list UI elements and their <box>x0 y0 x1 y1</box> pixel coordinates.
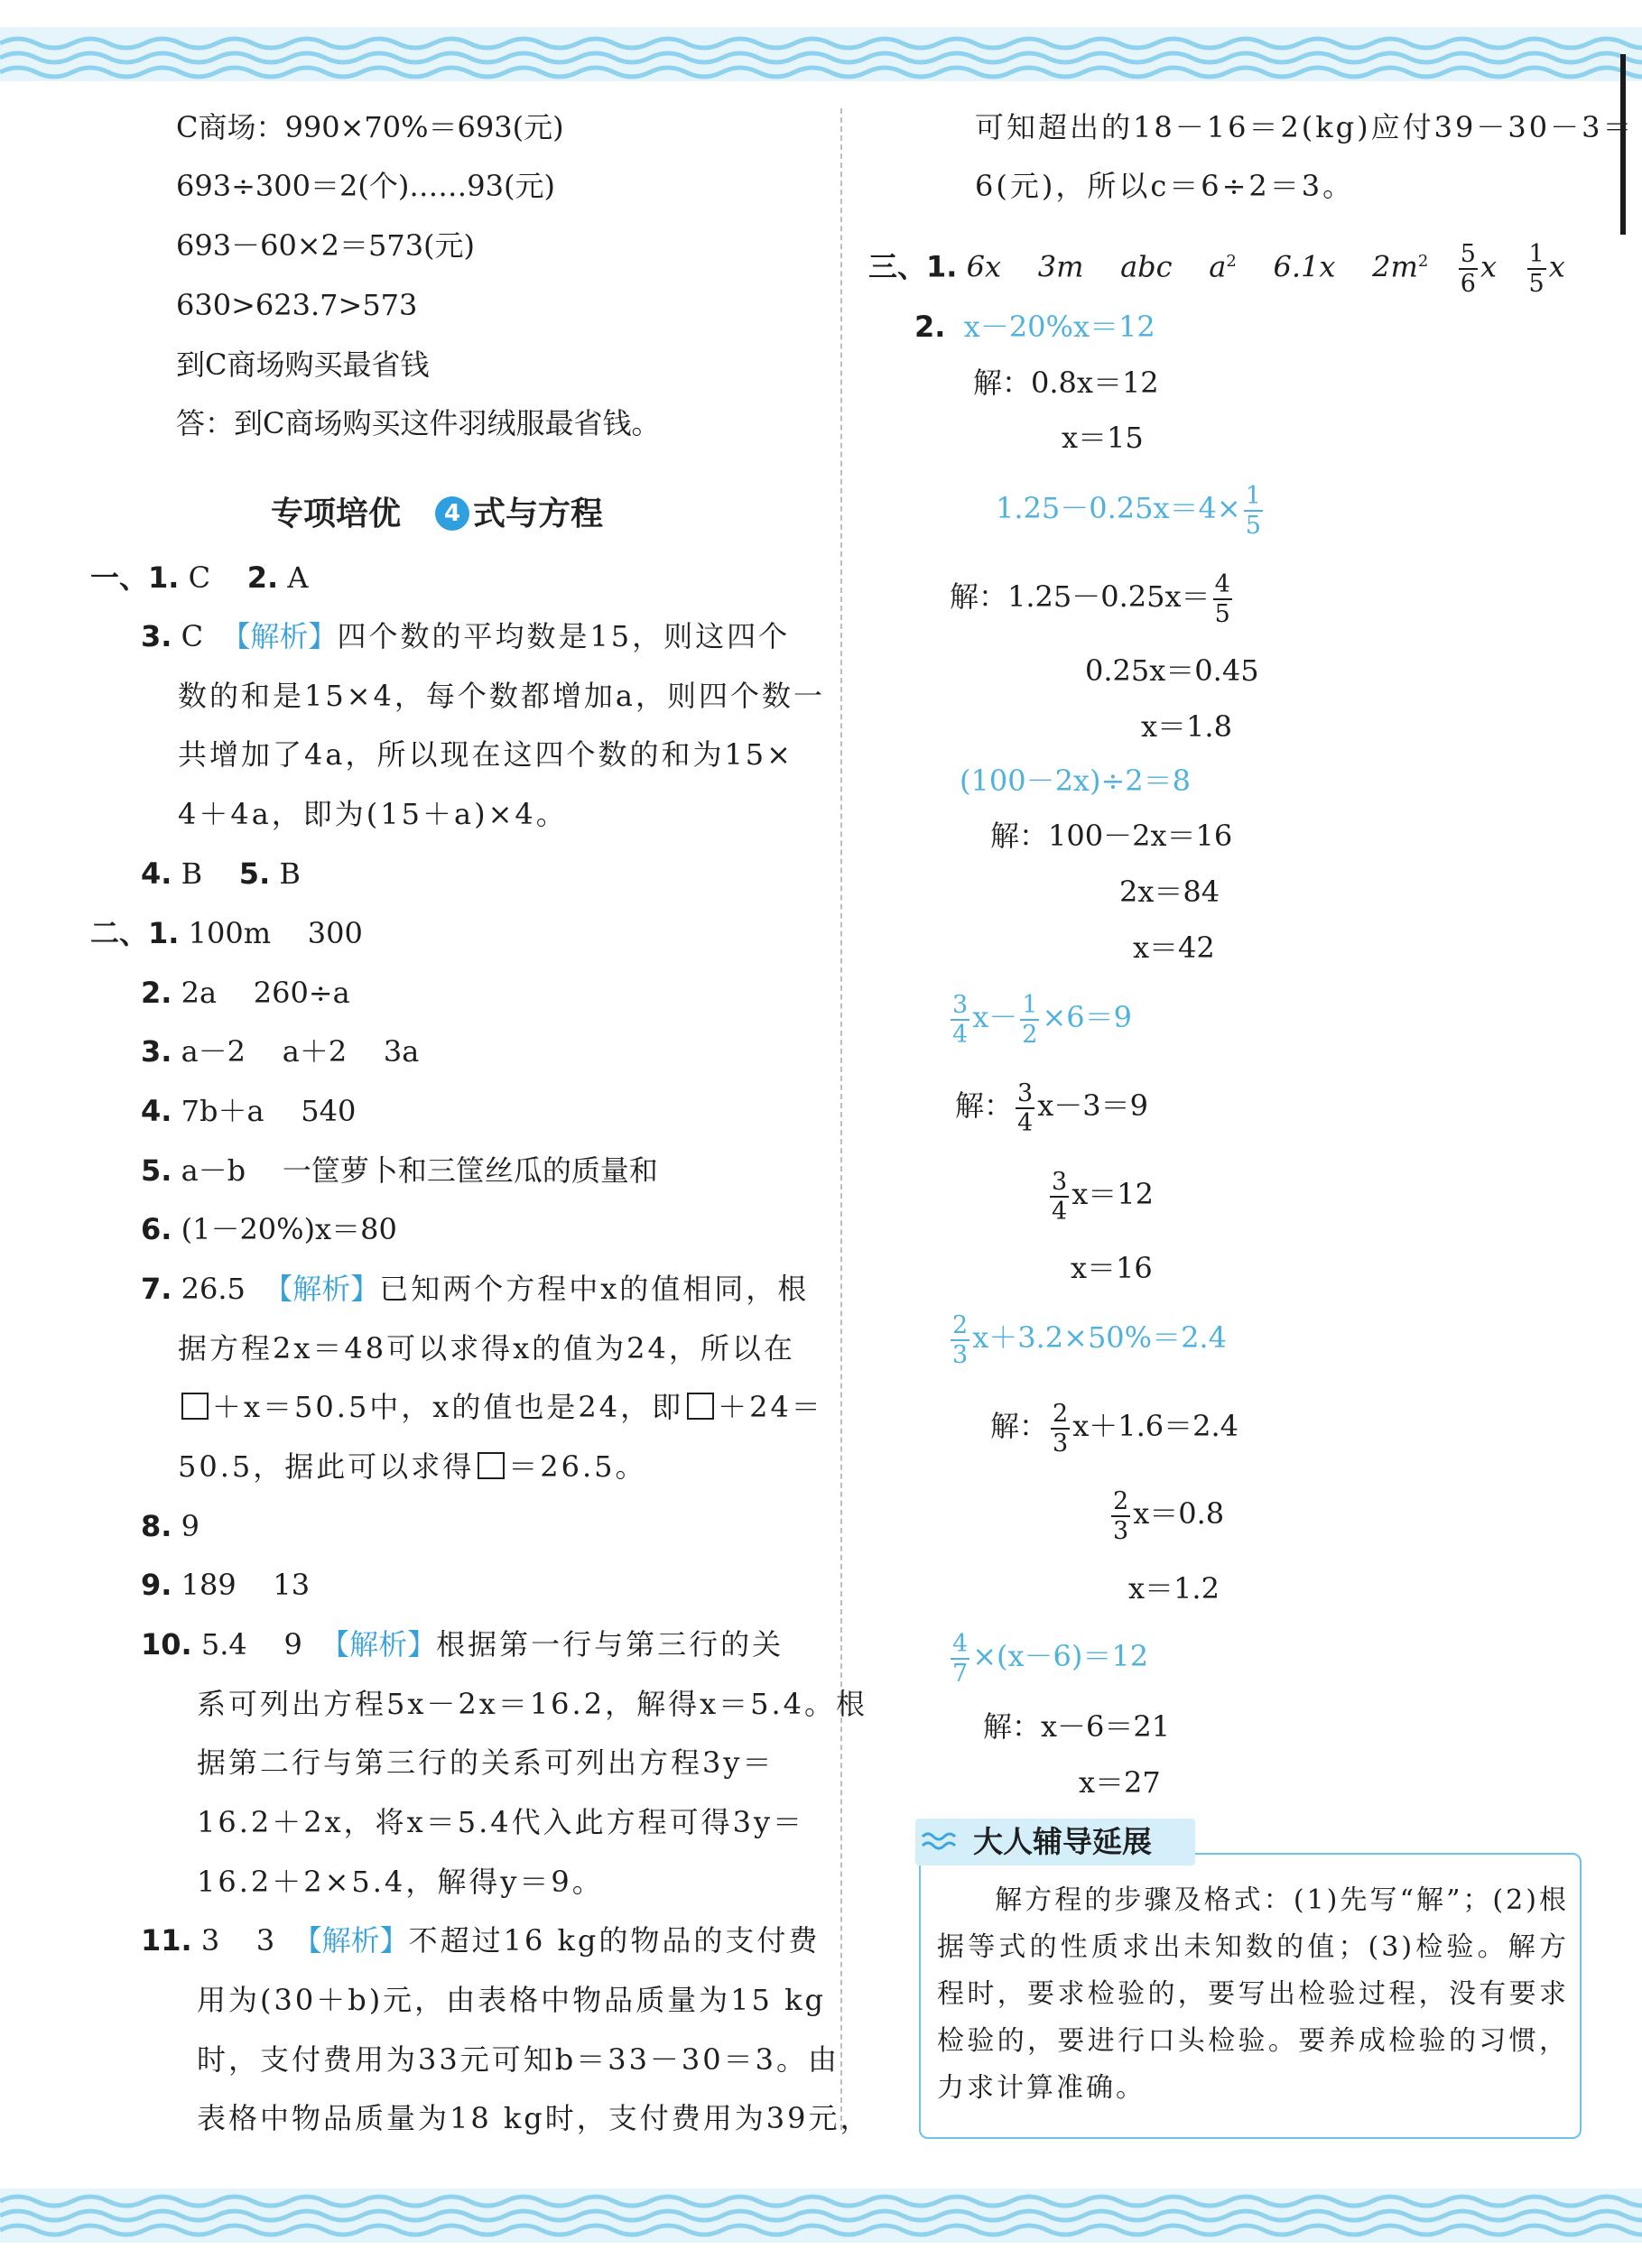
part2-q5-answer-b: 一筐萝卜和三筐丝瓜的质量和 <box>282 1153 658 1188</box>
part2-q7-number: 7. <box>141 1272 172 1306</box>
equation-6-end: ×(x－6)＝12 <box>972 1639 1149 1673</box>
eq2-step-1 <box>950 565 1235 628</box>
part2-label: 二、 <box>90 916 149 950</box>
part2-q10-answer-a: 5.4 <box>200 1627 247 1662</box>
part2-q10-text-1: 根据第一行与第三行的关 <box>436 1627 784 1662</box>
section-title <box>271 487 603 542</box>
part2-q11-text-3: 时，支付费用为33元可知b＝33－30＝3。由 <box>197 2042 840 2077</box>
equation-1: x－20%x＝12 <box>963 310 1155 344</box>
eq4-step-1 <box>955 1074 1148 1137</box>
numerator: 3 <box>952 990 969 1019</box>
part2-q5 <box>141 1153 658 1189</box>
part1-q1-q2 <box>90 560 308 596</box>
fraction-3-4 <box>951 990 969 1049</box>
part2-q8-number: 8. <box>141 1509 172 1543</box>
denominator: 5 <box>1245 511 1261 540</box>
part2-q7-line1 <box>141 1271 809 1307</box>
eq1-step-1: 解：0.8x＝12 <box>973 366 1159 400</box>
column-divider <box>840 108 842 2130</box>
part3-q1-item-4: a <box>1209 249 1227 284</box>
part2-q7-text-3b: ＋24＝ <box>718 1390 823 1424</box>
part1-q4-answer: B <box>181 856 203 891</box>
eq2-step-1-text: 解：1.25－0.25x＝ <box>950 579 1211 614</box>
eq5-step-2 <box>1109 1482 1224 1545</box>
part3-q1-item-6: 2m <box>1372 249 1418 284</box>
extension-text-body: 解方程的步骤及格式：(1)先写“解”；(2)根据等式的性质求出未知数的值；(3)检验。解方程时，要求检验的，要写出检验过程，没有要求检验的，要进行口头检验。要养成检验的习惯，力求计算准确。 <box>937 1884 1569 2104</box>
part2-q1 <box>90 915 363 951</box>
extension-title: 大人辅导延展 <box>973 1824 1152 1859</box>
part3-q1-number: 1. <box>926 249 958 284</box>
part1-q3-text-3: 共增加了4a，所以现在这四个数的和为15× <box>178 737 793 772</box>
numerator: 4 <box>1214 569 1230 598</box>
eq3-step-1: 解：100－2x＝16 <box>990 819 1233 853</box>
part2-q10-answer-b: 9 <box>283 1627 302 1662</box>
numerator: 3 <box>1052 1167 1068 1196</box>
eq4-step-1-end: x－3＝9 <box>1037 1088 1148 1123</box>
fraction-2-3 <box>1051 1399 1070 1458</box>
right-cont-1: 可知超出的18－16＝2(kg)应付39－30－3＝ <box>975 110 1635 144</box>
part2-q7-line3 <box>178 1389 823 1425</box>
eq5-step-2-end: x＝0.8 <box>1133 1496 1225 1531</box>
part2-q9 <box>141 1567 310 1603</box>
analysis-tag: 【解析】 <box>292 1923 409 1958</box>
part2-q9-answer-a: 189 <box>181 1568 237 1602</box>
part2-q11-answer-a: 3 <box>200 1923 220 1958</box>
eq5-step-3: x＝1.2 <box>1128 1571 1220 1606</box>
part2-q10-number: 10. <box>141 1627 192 1662</box>
fraction-5-6 <box>1459 240 1478 299</box>
equation-4-mid: x－ <box>972 1000 1018 1034</box>
part2-q2-answer-b: 260÷a <box>253 976 350 1010</box>
eq3-step-2: 2x＝84 <box>1119 875 1220 909</box>
part1-q5-number: 5. <box>238 856 271 891</box>
superscript-2: 2 <box>1417 252 1429 271</box>
bottom-wave-border <box>0 2189 1642 2243</box>
eq6-step-2: x＝27 <box>1079 1765 1161 1800</box>
equation-5 <box>948 1306 1227 1369</box>
variable-x: x <box>1548 249 1565 284</box>
eq5-step-1-prefix: 解： <box>990 1409 1049 1443</box>
part2-q10-text-2: 系可列出方程5x－2x＝16.2，解得x＝5.4。根 <box>197 1687 868 1721</box>
denominator: 4 <box>1052 1197 1068 1226</box>
denominator: 4 <box>952 1020 969 1049</box>
wave-icon <box>921 1829 962 1856</box>
eq2-step-3: x＝1.8 <box>1141 709 1232 744</box>
eq1-step-2: x＝15 <box>1062 421 1144 455</box>
part2-q2 <box>141 975 350 1011</box>
numerator: 5 <box>1460 240 1476 269</box>
extension-text <box>937 1877 1569 2112</box>
part1-q2-answer: A <box>287 560 309 595</box>
superscript-2: 2 <box>1226 252 1237 271</box>
numerator: 1 <box>1245 481 1261 510</box>
part2-q7-text-4a: 50.5，据此可以求得 <box>178 1449 475 1484</box>
part2-q5-answer-a: a－b <box>181 1153 246 1188</box>
eq4-step-2 <box>1047 1162 1154 1226</box>
part1-q3-answer: C <box>181 619 204 653</box>
fraction-2-3 <box>951 1310 969 1369</box>
numerator: 1 <box>1022 990 1038 1019</box>
numerator: 2 <box>1113 1486 1129 1515</box>
eq6-step-1: 解：x－6＝21 <box>983 1709 1171 1744</box>
part3-q1-item-2: 3m <box>1037 249 1084 284</box>
section-number-badge: 4 <box>435 496 469 531</box>
part2-q7-text-3a: ＋x＝50.5中，x的值也是24，即 <box>212 1390 684 1424</box>
part2-q10-text-5: 16.2＋2×5.4，解得y＝9。 <box>197 1865 604 1899</box>
part2-q6-number: 6. <box>141 1212 172 1246</box>
top-wave-border <box>0 27 1642 81</box>
analysis-tag: 【解析】 <box>320 1627 437 1662</box>
equation-5-end: x＋3.2×50%＝2.4 <box>972 1320 1227 1355</box>
denominator: 5 <box>1528 270 1545 299</box>
part2-q10-text-4: 16.2＋2x，将x＝5.4代入此方程可得3y＝ <box>197 1805 805 1839</box>
eq4-step-3: x＝16 <box>1071 1251 1153 1285</box>
denominator: 2 <box>1022 1020 1038 1049</box>
part3-q2-eq1 <box>914 309 1155 345</box>
part2-q8-answer: 9 <box>181 1509 199 1543</box>
blank-box <box>687 1393 714 1420</box>
part2-q11-number: 11. <box>141 1923 192 1958</box>
equation-4 <box>948 986 1132 1049</box>
blank-box <box>478 1452 505 1479</box>
part2-q10-text-3: 据第二行与第三行的关系可列出方程3y＝ <box>197 1745 775 1780</box>
fraction-2-3 <box>1111 1486 1130 1545</box>
part2-q4-answer-b: 540 <box>301 1094 357 1128</box>
part3-q1-item-1: 6x <box>966 249 1002 284</box>
denominator: 6 <box>1460 270 1476 299</box>
part2-q3-answer-b: a＋2 <box>282 1034 348 1069</box>
analysis-tag: 【解析】 <box>264 1272 380 1306</box>
part2-q6-answer: (1－20%)x＝80 <box>181 1212 397 1246</box>
left-line-4: 630>623.7>573 <box>176 288 418 322</box>
eq4-step-1-prefix: 解： <box>955 1088 1014 1123</box>
numerator: 3 <box>1017 1078 1034 1107</box>
part1-q3-text-4: 4＋4a，即为(15＋a)×4。 <box>178 797 568 831</box>
part2-q6 <box>141 1211 397 1247</box>
fraction-3-4 <box>1016 1078 1034 1137</box>
numerator: 2 <box>1053 1399 1069 1428</box>
numerator: 2 <box>952 1310 969 1339</box>
denominator: 4 <box>1017 1108 1034 1137</box>
part2-q5-number: 5. <box>141 1153 172 1188</box>
part2-q2-number: 2. <box>141 976 172 1010</box>
part2-q7-text-4b: ＝26.5。 <box>508 1449 647 1484</box>
part2-q7-text-2: 据方程2x＝48可以求得x的值为24，所以在 <box>178 1331 795 1365</box>
part1-q2-number: 2. <box>246 560 279 595</box>
part2-q7-text-1: 已知两个方程中x的值相同，根 <box>379 1272 810 1306</box>
variable-x: x <box>1480 249 1498 284</box>
part2-q11-text-2: 用为(30＋b)元，由表格中物品质量为15 kg <box>197 1983 826 2017</box>
right-cont-2: 6(元)，所以c＝6÷2＝3。 <box>975 169 1355 203</box>
part2-q4 <box>141 1093 356 1129</box>
left-line-5: 到C商场购买最省钱 <box>176 347 430 382</box>
fraction-1-5 <box>1244 481 1263 540</box>
fraction-4-5 <box>1213 569 1232 628</box>
part1-q1-answer: C <box>188 560 211 595</box>
denominator: 3 <box>1053 1429 1069 1458</box>
part3-label: 三、 <box>868 249 927 284</box>
left-line-1: C商场：990×70%＝693(元) <box>176 110 564 144</box>
part1-q3-text-1: 四个数的平均数是15，则这四个 <box>337 619 791 653</box>
equation-6 <box>948 1625 1148 1688</box>
equation-3: (100－2x)÷2＝8 <box>960 764 1191 798</box>
section-title-prefix: 专项培优 <box>271 495 402 532</box>
part2-q2-answer-a: 2a <box>181 976 218 1010</box>
part1-q4-number: 4. <box>141 856 172 891</box>
analysis-tag: 【解析】 <box>221 619 338 653</box>
part2-q7-answer: 26.5 <box>181 1272 246 1306</box>
part2-q11-text-4: 表格中物品质量为18 kg时，支付费用为39元， <box>197 2101 872 2135</box>
equation-2 <box>996 477 1266 540</box>
part3-q1-item-3: abc <box>1120 249 1173 284</box>
part2-q8 <box>141 1508 199 1544</box>
left-line-6: 答：到C商场购买这件羽绒服最省钱。 <box>176 406 661 440</box>
denominator: 3 <box>1113 1516 1129 1545</box>
part2-q9-answer-b: 13 <box>273 1568 311 1602</box>
numerator: 4 <box>952 1629 969 1658</box>
fraction-4-7 <box>951 1629 969 1688</box>
part3-q1 <box>868 230 1565 299</box>
part2-q10-line1 <box>141 1626 784 1662</box>
denominator: 3 <box>952 1340 969 1369</box>
part2-q1-answer-a: 100m <box>188 916 272 950</box>
numerator: 1 <box>1528 240 1545 269</box>
part1-q5-answer: B <box>279 856 301 891</box>
denominator: 5 <box>1214 599 1230 628</box>
part1-q4-q5 <box>141 856 301 892</box>
eq3-step-3: x＝42 <box>1133 930 1215 965</box>
blank-box <box>181 1393 209 1420</box>
eq2-step-2: 0.25x＝0.45 <box>1085 653 1259 688</box>
part3-q2-number: 2. <box>914 310 946 344</box>
eq4-step-2-end: x＝12 <box>1071 1177 1154 1211</box>
part3-q1-item-5: 6.1x <box>1273 249 1336 284</box>
fraction-1-2 <box>1020 990 1039 1049</box>
part2-q11-answer-b: 3 <box>255 1923 275 1958</box>
denominator: 7 <box>952 1659 969 1688</box>
section-title-main: 式与方程 <box>473 495 604 532</box>
left-line-3: 693－60×2＝573(元) <box>176 228 476 263</box>
part2-q11-text-1: 不超过16 kg的物品的支付费 <box>408 1923 821 1958</box>
fraction-3-4 <box>1050 1167 1069 1226</box>
part2-q1-answer-b: 300 <box>307 916 363 950</box>
part1-q3-number: 3. <box>141 619 172 653</box>
part1-q1-number: 1. <box>148 560 180 595</box>
part2-q3 <box>141 1033 419 1069</box>
part2-q9-number: 9. <box>141 1568 172 1602</box>
part1-q3-text-2: 数的和是15×4，每个数都增加a，则四个数一 <box>178 679 825 713</box>
part2-q3-answer-a: a－2 <box>181 1034 246 1069</box>
left-line-2: 693÷300＝2(个)……93(元) <box>176 169 555 203</box>
part2-q3-number: 3. <box>141 1034 172 1069</box>
part1-q3-line1 <box>141 618 790 654</box>
fraction-1-5 <box>1527 240 1546 299</box>
equation-4-end: ×6＝9 <box>1042 1000 1132 1034</box>
part2-q11-line1 <box>141 1922 820 1958</box>
part2-q3-answer-c: 3a <box>383 1034 420 1069</box>
part2-q7-line4 <box>178 1449 647 1485</box>
eq5-step-1-end: x＋1.6＝2.4 <box>1072 1409 1239 1443</box>
part2-q4-answer-a: 7b＋a <box>181 1094 264 1128</box>
eq5-step-1 <box>990 1394 1238 1458</box>
part1-label: 一、 <box>90 560 149 595</box>
equation-2-text: 1.25－0.25x＝4× <box>996 491 1241 525</box>
part2-q4-number: 4. <box>141 1094 172 1128</box>
part2-q1-number: 1. <box>148 916 180 950</box>
